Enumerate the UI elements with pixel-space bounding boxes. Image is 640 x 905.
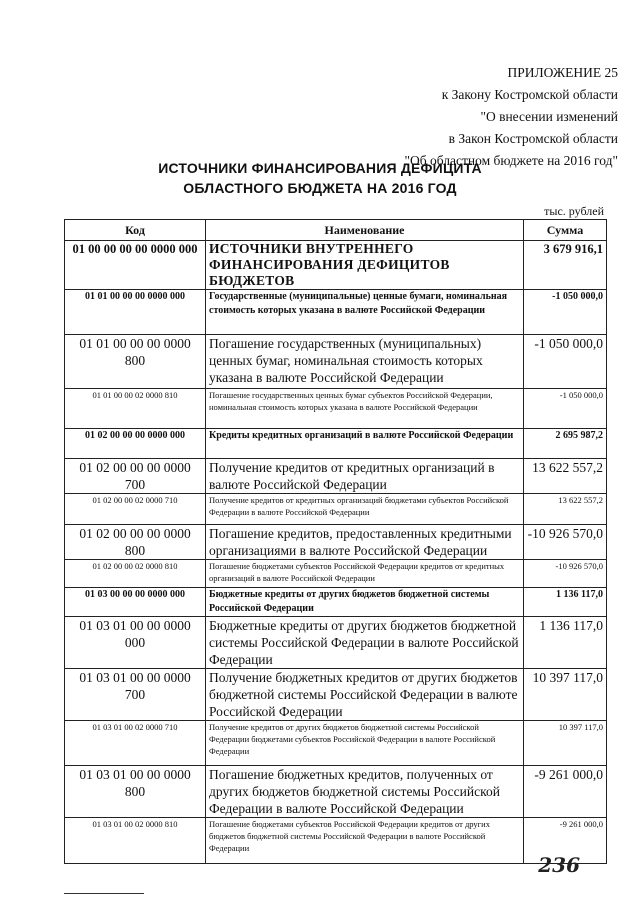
- row-code: 01 03 01 00 00 0000 000: [65, 617, 206, 669]
- row-name: Получение кредитов от кредитных организаций бюджетами субъектов Российской Федерации в валюте Российской Федерации: [206, 494, 524, 525]
- row-name: Государственные (муниципальные) ценные бумаги, номинальная стоимость которых указана в валюте Российской Федерации: [206, 290, 524, 335]
- document-title-line-1: ИСТОЧНИКИ ФИНАНСИРОВАНИЯ ДЕФИЦИТА: [158, 160, 482, 176]
- row-code: 01 01 00 00 00 0000 000: [65, 290, 206, 335]
- table-row: [65, 818, 607, 864]
- appendix-law-ref: к Закону Костромской области: [441, 87, 618, 102]
- table-row: [65, 721, 607, 766]
- table-row: [65, 429, 607, 459]
- row-code: 01 02 00 00 02 0000 810: [65, 560, 206, 588]
- table-row: [65, 588, 607, 617]
- table-row: [65, 494, 607, 525]
- row-amount: 1 136 117,0: [524, 588, 607, 617]
- row-amount: -1 050 000,0: [524, 335, 607, 389]
- header-code: Код: [65, 220, 206, 241]
- header-amount: Сумма: [524, 220, 607, 241]
- row-amount: 2 695 987,2: [524, 429, 607, 459]
- row-code: 01 02 00 00 00 0000 000: [65, 429, 206, 459]
- row-code: 01 00 00 00 00 0000 000: [65, 241, 206, 290]
- row-name: Погашение кредитов, предоставленных кредитными организациями в валюте Российской Федерации: [206, 525, 524, 560]
- handwritten-page-mark: 236: [538, 853, 580, 877]
- row-code: 01 03 01 00 00 0000 800: [65, 766, 206, 818]
- table-row: [65, 525, 607, 560]
- appendix-law-title-2: в Закон Костромской области: [448, 131, 618, 146]
- appendix-law-title-3: "Об областном бюджете на 2016 год": [404, 153, 618, 168]
- financing-sources-table: [64, 219, 607, 864]
- row-name: Погашение государственных ценных бумаг субъектов Российской Федерации, номинальная стоимость которых указана в валюте Российской Федерации: [206, 389, 524, 429]
- row-amount: 13 622 557,2: [524, 459, 607, 494]
- row-name: Погашение бюджетами субъектов Российской Федерации кредитов от кредитных организаций в валюте Российской Федерации: [206, 560, 524, 588]
- table-row: [65, 290, 607, 335]
- table-row: [65, 617, 607, 669]
- row-code: 01 03 01 00 02 0000 710: [65, 721, 206, 766]
- row-name: Получение бюджетных кредитов от других бюджетов бюджетной системы Российской Федерации в валюте Российской Федерации: [206, 669, 524, 721]
- row-code: 01 03 00 00 00 0000 000: [65, 588, 206, 617]
- table-row: [65, 560, 607, 588]
- row-name: Кредиты кредитных организаций в валюте Российской Федерации: [206, 429, 524, 459]
- row-code: 01 03 01 00 02 0000 810: [65, 818, 206, 864]
- units-label: тыс. рублей: [544, 204, 604, 218]
- table-row: [65, 335, 607, 389]
- appendix-number: ПРИЛОЖЕНИЕ 25: [507, 65, 618, 80]
- row-amount: -10 926 570,0: [524, 560, 607, 588]
- row-amount: 1 136 117,0: [524, 617, 607, 669]
- table-row: [65, 766, 607, 818]
- row-amount: -9 261 000,0: [524, 766, 607, 818]
- row-name: Погашение государственных (муниципальных) ценных бумаг, номинальная стоимость которых указана в валюте Российской Федерации: [206, 335, 524, 389]
- row-name: Бюджетные кредиты от других бюджетов бюджетной системы Российской Федерации: [206, 588, 524, 617]
- row-code: 01 02 00 00 00 0000 800: [65, 525, 206, 560]
- row-amount: -10 926 570,0: [524, 525, 607, 560]
- document-title-line-2: ОБЛАСТНОГО БЮДЖЕТА НА 2016 ГОД: [183, 180, 457, 196]
- table-row: [65, 389, 607, 429]
- table-row: [65, 241, 607, 290]
- table-header-row: [65, 220, 607, 241]
- appendix-law-title-1: "О внесении изменений: [480, 109, 618, 124]
- row-amount: -9 261 000,0: [524, 818, 607, 864]
- row-amount: 3 679 916,1: [524, 241, 607, 290]
- row-code: 01 03 01 00 00 0000 700: [65, 669, 206, 721]
- document-title: [0, 158, 640, 198]
- row-name: Бюджетные кредиты от других бюджетов бюджетной системы Российской Федерации в валюте Российской Федерации: [206, 617, 524, 669]
- row-amount: 10 397 117,0: [524, 669, 607, 721]
- row-code: 01 01 00 00 02 0000 810: [65, 389, 206, 429]
- row-name: Погашение бюджетных кредитов, полученных от других бюджетов бюджетной системы Российской Федерации в валюте Российской Федерации: [206, 766, 524, 818]
- appendix-header: [288, 62, 618, 172]
- table-row: [65, 669, 607, 721]
- row-code: 01 02 00 00 00 0000 700: [65, 459, 206, 494]
- row-amount: 10 397 117,0: [524, 721, 607, 766]
- header-name: Наименование: [206, 220, 524, 241]
- footnote-divider: [64, 893, 144, 894]
- row-name: ИСТОЧНИКИ ВНУТРЕННЕГО ФИНАНСИРОВАНИЯ ДЕФИЦИТОВ БЮДЖЕТОВ: [206, 241, 524, 290]
- row-amount: -1 050 000,0: [524, 290, 607, 335]
- row-name: Получение кредитов от кредитных организаций в валюте Российской Федерации: [206, 459, 524, 494]
- row-amount: -1 050 000,0: [524, 389, 607, 429]
- row-amount: 13 622 557,2: [524, 494, 607, 525]
- row-name: Получение кредитов от других бюджетов бюджетной системы Российской Федерации бюджетами субъектов Российской Федерации в валюте Российской Федерации: [206, 721, 524, 766]
- table-row: [65, 459, 607, 494]
- row-code: 01 01 00 00 00 0000 800: [65, 335, 206, 389]
- row-code: 01 02 00 00 02 0000 710: [65, 494, 206, 525]
- row-name: Погашение бюджетами субъектов Российской Федерации кредитов от других бюджетов бюджетной системы Российской Федерации в валюте Российской Федерации: [206, 818, 524, 864]
